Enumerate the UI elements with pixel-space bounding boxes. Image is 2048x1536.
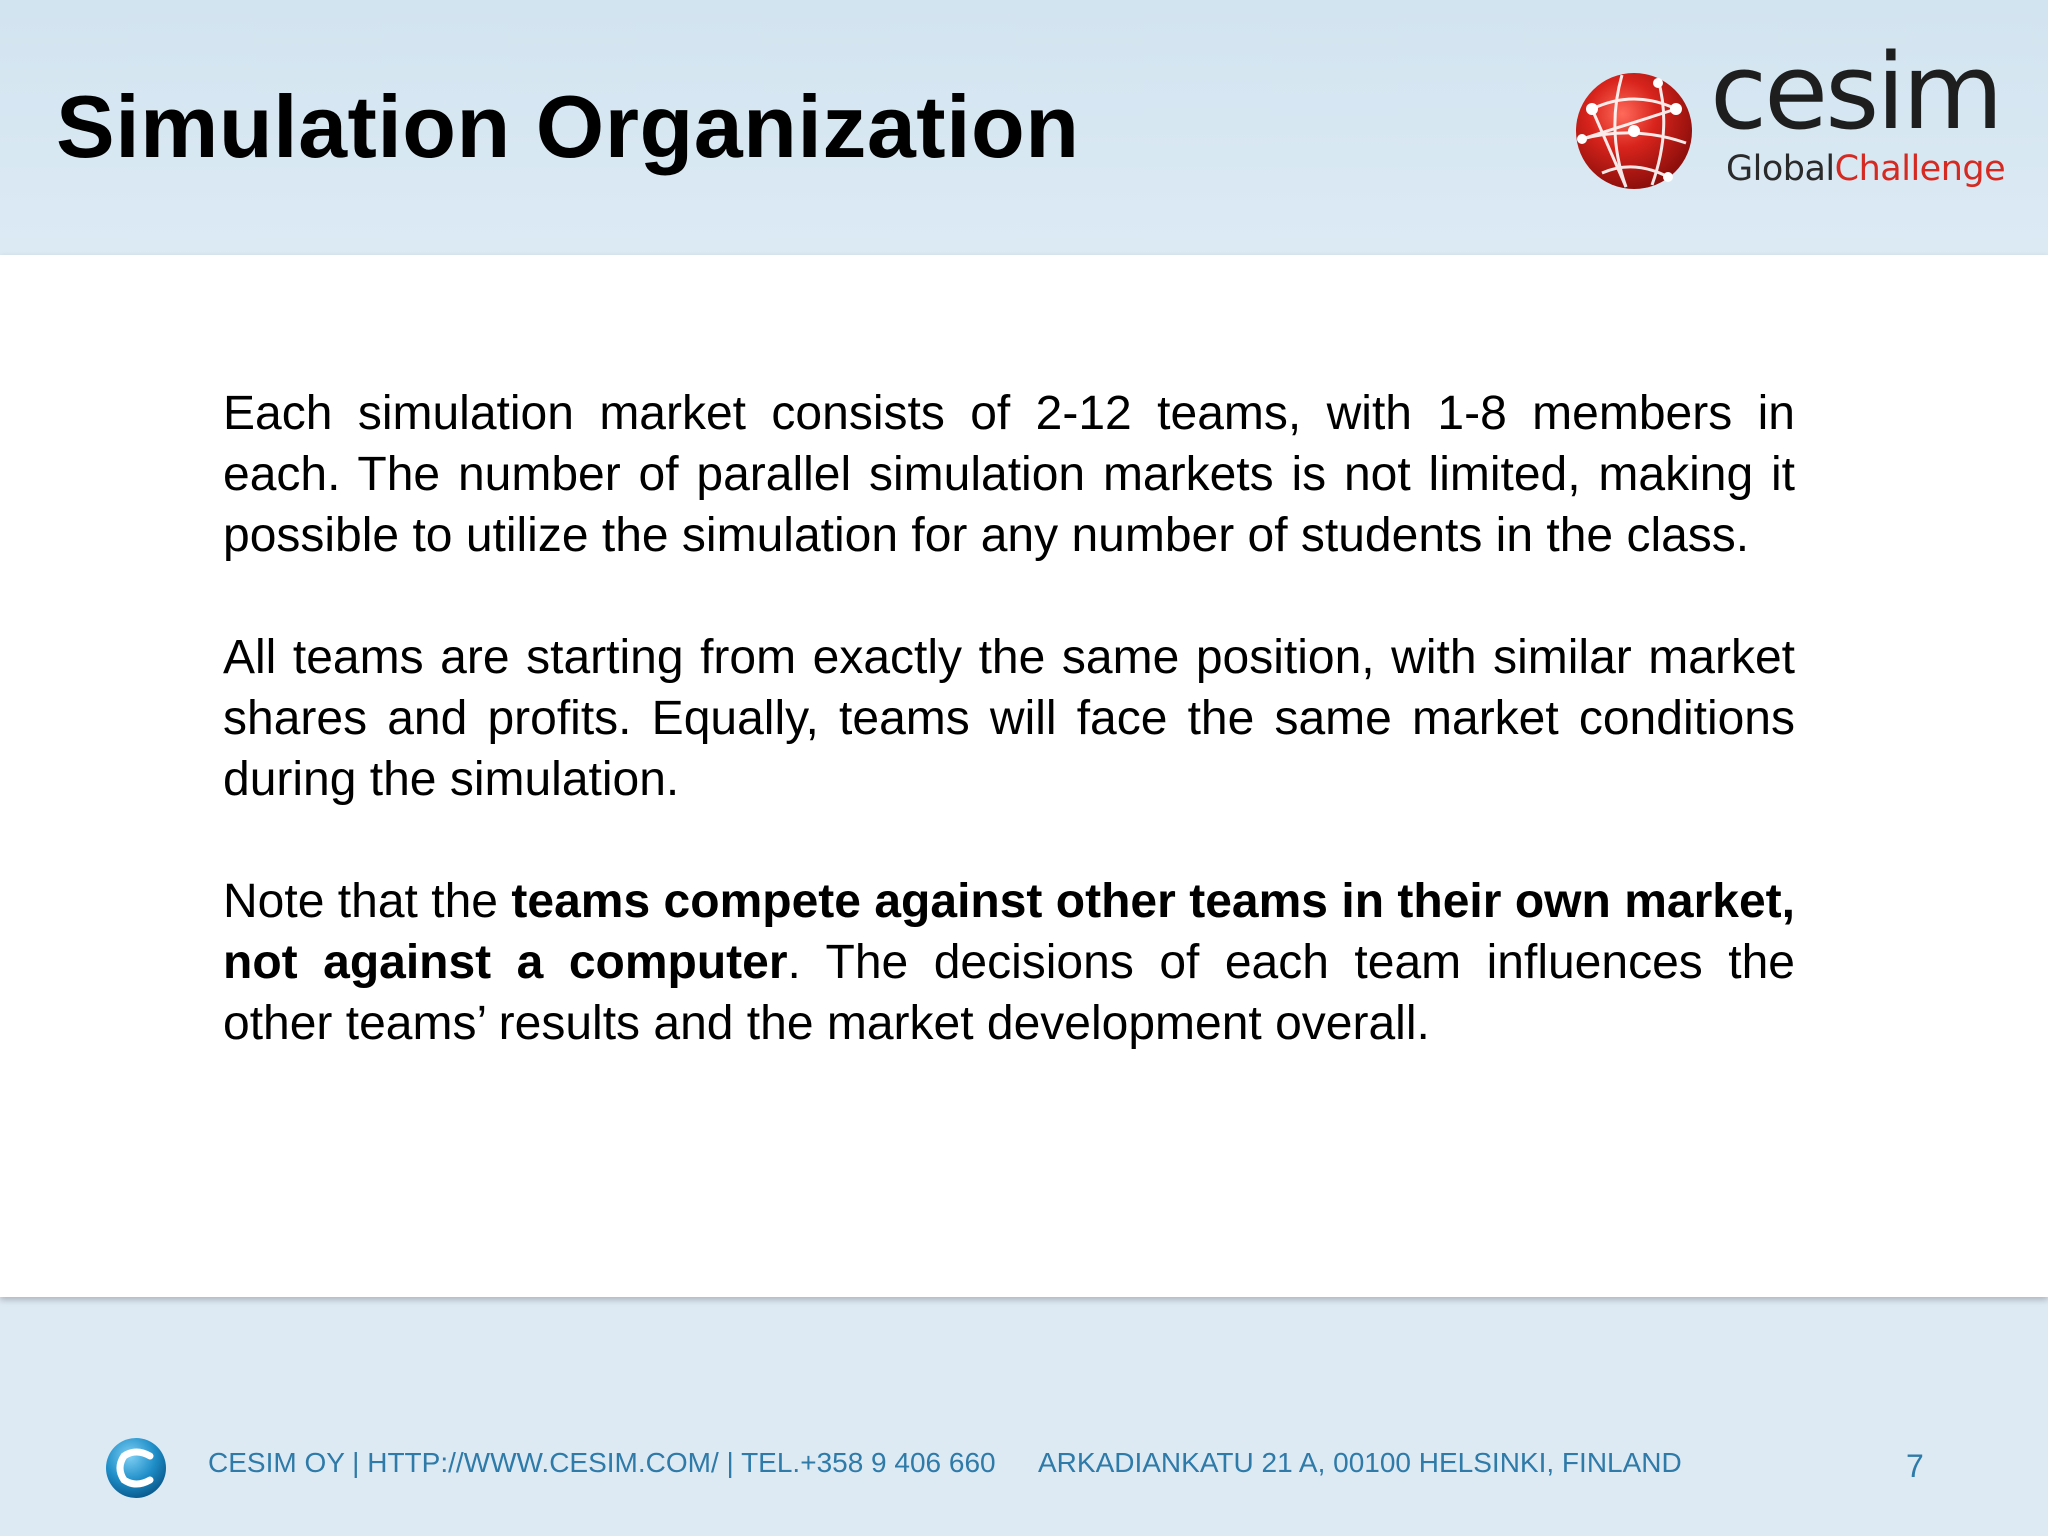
paragraph-teams: Each simulation market consists of 2-12 teams, with 1-8 members in each. The number of parallel simulation markets is not limited, making it possible to utilize the simulation for any number of students in the class. [223,387,1795,562]
competition-emphasis: teams compete against other teams in their own market, not against a computer [223,875,1796,989]
logo-sub-global: Global [1726,149,1835,189]
competition-intro: Note that the [223,875,512,928]
footer-address: ARKADIANKATU 21 A, 00100 HELSINKI, FINLAND [1038,1447,1682,1478]
paragraph-starting-position: All teams are starting from exactly the same position, with similar market shares and profits. Equally, teams will face the same market conditions during the simulation. [223,631,1795,806]
body-text [223,383,1795,1115]
cesim-footer-icon [104,1436,168,1500]
cesim-logo [1572,31,2006,196]
logo-subtitle [1726,149,2006,189]
slide-title: Simulation Organization [56,77,1080,176]
logo-sub-challenge: Challenge [1834,149,2006,189]
globe-icon [1572,69,1696,193]
paragraph-competition [223,871,1795,1054]
competition-rest: . The decisions of each team influences the other teams’ results and the market development overall. [223,936,1795,1050]
logo-wordmark: cesim [1710,31,2001,153]
page-number: 7 [1906,1448,1924,1484]
footer-company: CESIM OY | HTTP://WWW.CESIM.COM/ | TEL.+358 9 406 660 [208,1447,996,1478]
slide-header [0,0,2048,255]
slide-content [0,255,2048,1297]
